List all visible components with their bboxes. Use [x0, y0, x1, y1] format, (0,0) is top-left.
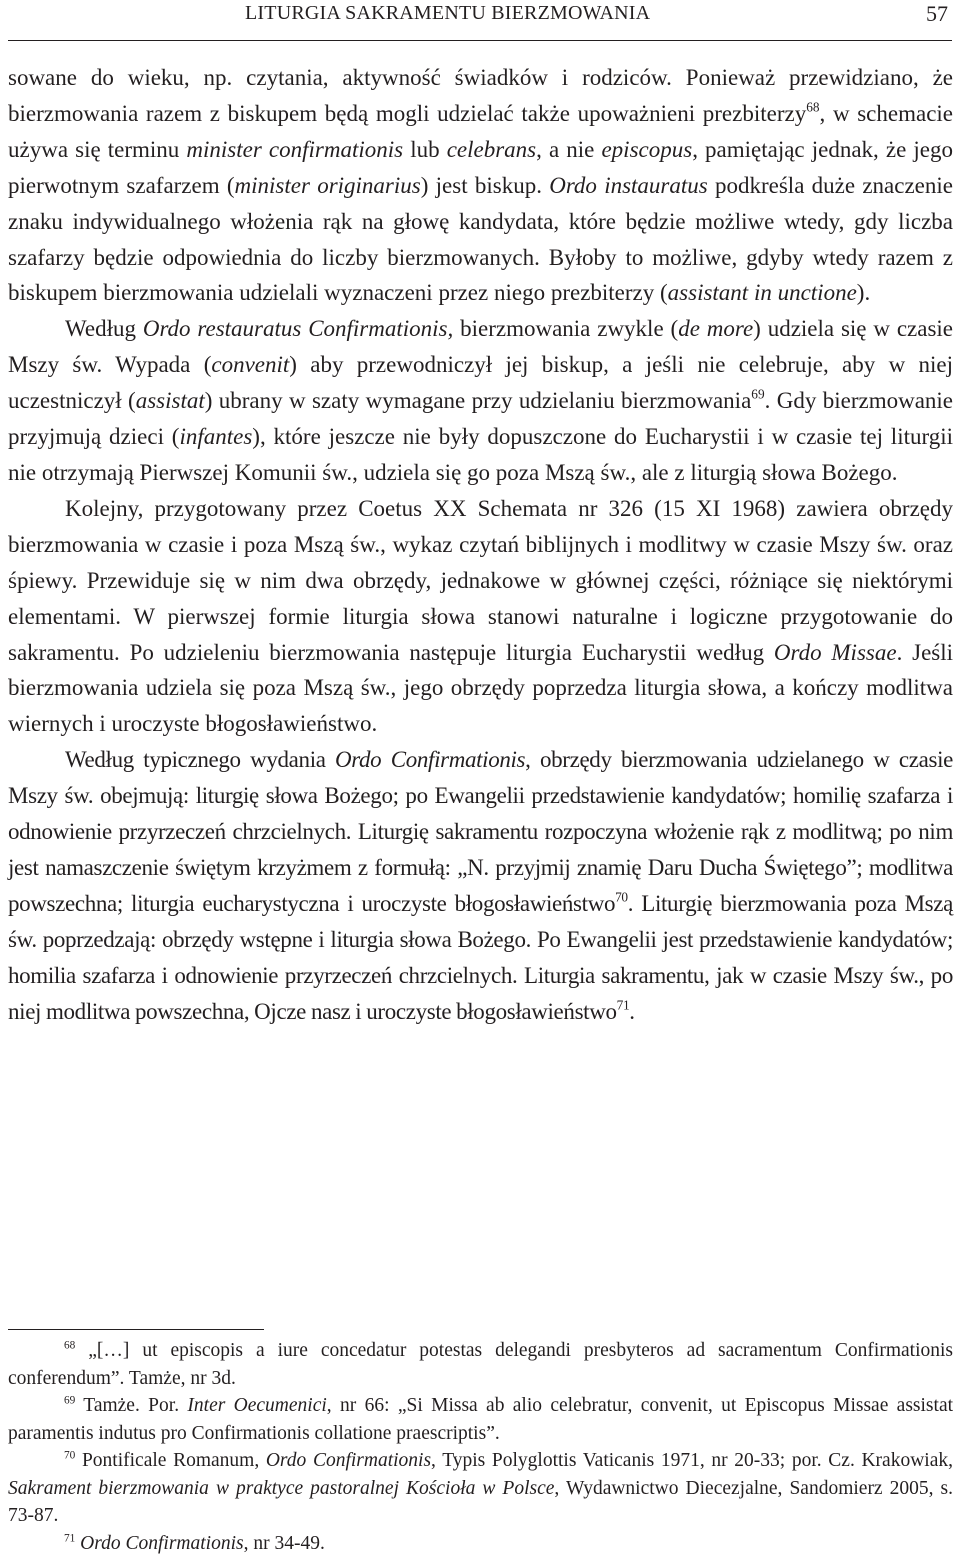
footnote-ref-70[interactable]: 70	[615, 889, 628, 905]
footnote-71: $^{71}$ Ordo Confirmationis, nr 34-49.	[64, 1532, 325, 1554]
body-text	[8, 60, 953, 1029]
footnote-number: 70	[64, 1449, 76, 1462]
footnote-70: $^{70}$ Pontificale Romanum, Ordo Confirmationis, Typis Polyglottis Vaticanis 1971, nr 20-33; por. Cz. Krakowiak, Sakrament bierzmowania w praktyce pastoralnej Kościoła w Polsce, Wydawnictwo Diecezjalne, Sandomierz 2005, s. 73-87.	[8, 1449, 953, 1526]
footnote-ref-68[interactable]: 68	[806, 99, 820, 115]
footnote-ref-71[interactable]: 71	[616, 996, 630, 1012]
paragraph-1: sowane do wieku, np. czytania, aktywność świadków i rodziców. Ponieważ przewidziano, że bierzmowania razem z biskupem będą mogli udzielać także upoważnieni prezbiterzy$^{68}$, w schemacie używa się terminu minister confirmationis lub celebrans, a nie episcopus, pamiętając jednak, że jego pierwotnym szafarzem (minister originarius) jest biskup. Ordo instauratus podkreśla duże znaczenie znaku indywidualnego włożenia rąk na głowę kandydata, które będzie możliwe wtedy, gdy liczba szafarzy będzie odpowiednia do liczby bierzmowanych. Byłoby to możliwe, gdyby wtedy razem z biskupem bierzmowania udzielali wyznaczeni przez niego prezbiterzy (assistant in unctione).	[8, 65, 954, 306]
running-title: LITURGIA SAKRAMENTU BIERZMOWANIA	[245, 2, 651, 24]
footnote-68: $^{68}$ „[…] ut episcopis a iure concedatur potestas delegandi presbyteros ad sacramentum Confirmationis conferendum”. Tamże, nr 3d.	[8, 1339, 953, 1389]
footnote-number: 69	[64, 1394, 76, 1407]
paragraph-4: Według typicznego wydania Ordo Confirmationis, obrzędy bierzmowania udzielanego w czasie Mszy św. obejmują: liturgię słowa Bożego; po Ewangelii przedstawienie kandydatów; homilię szafarza i odnowienie przyrzeczeń chrzcielnych. Liturgię sakramentu rozpoczyna włożenie rąk z modlitwą; po nim jest namaszczenie świętym krzyżmem z formułą: „N. przyjmij znamię Daru Ducha Świętego”; modlitwa powszechna; liturgia eucharystyczna i uroczyste błogosławieństwo$^{70}$. Liturgię bierzmowania poza Mszą św. poprzedzają: obrzędy wstępne i liturgia słowa Bożego. Po Ewangelii jest przedstawienie kandydatów; homilia szafarza i odnowienie przyrzeczeń chrzcielnych. Liturgia sakramentu, jak w czasie Mszy św., po niej modlitwa powszechna, Ojcze nasz i uroczyste błogosławieństwo$^{71}$.	[8, 747, 953, 1024]
paragraph-3: Kolejny, przygotowany przez Coetus XX Schemata nr 326 (15 XI 1968) zawiera obrzędy bierzmowania w czasie i poza Mszą św., wykaz czytań biblijnych i modlitwy w czasie Mszy św. oraz śpiewy. Przewiduje się w nim dwa obrzędy, jednakowe w głównej części, różniące się niektórymi elementami. W pierwszej formie liturgia słowa stanowi naturalne i logiczne przygotowanie do sakramentu. Po udzieleniu bierzmowania następuje liturgia Eucharystii według Ordo Missae. Jeśli bierzmowania udziela się poza Mszą św., jego obrzędy poprzedza liturgia słowa, a kończy modlitwa wiernych i uroczyste błogosławieństwo.	[8, 495, 954, 737]
paragraph-2: Według Ordo restauratus Confirmationis, bierzmowania zwykle (de more) udziela się w czasie Mszy św. Wypada (convenit) aby przewodniczył jej biskup, a jeśli nie celebruje, aby w niej uczestniczył (assistat) ubrany w szaty wymagane przy udzielaniu bierzmowania$^{69}$. Gdy bierzmowanie przyjmują dzieci (infantes), które jeszcze nie były dopuszczone do Eucharystii i w czasie tej liturgii nie otrzymają Pierwszej Komunii św., udziela się go poza Mszą św., ale z liturgią słowa Bożego.	[8, 316, 954, 485]
footnote-divider	[8, 1329, 264, 1330]
footnote-ref-69[interactable]: 69	[751, 386, 765, 402]
footnote-number: 68	[64, 1339, 76, 1352]
page-header	[8, 0, 952, 41]
footnotes	[8, 1337, 953, 1557]
footnote-number: 71	[64, 1532, 76, 1545]
page-number: 57	[926, 1, 948, 26]
footnote-69: $^{69}$ Tamże. Por. Inter Oecumenici, nr 66: „Si Missa ab alio celebratur, convenit, ut Episcopus Missae assistat paramentis indutus pro Confirmationis collatione praescriptis”.	[8, 1394, 954, 1444]
